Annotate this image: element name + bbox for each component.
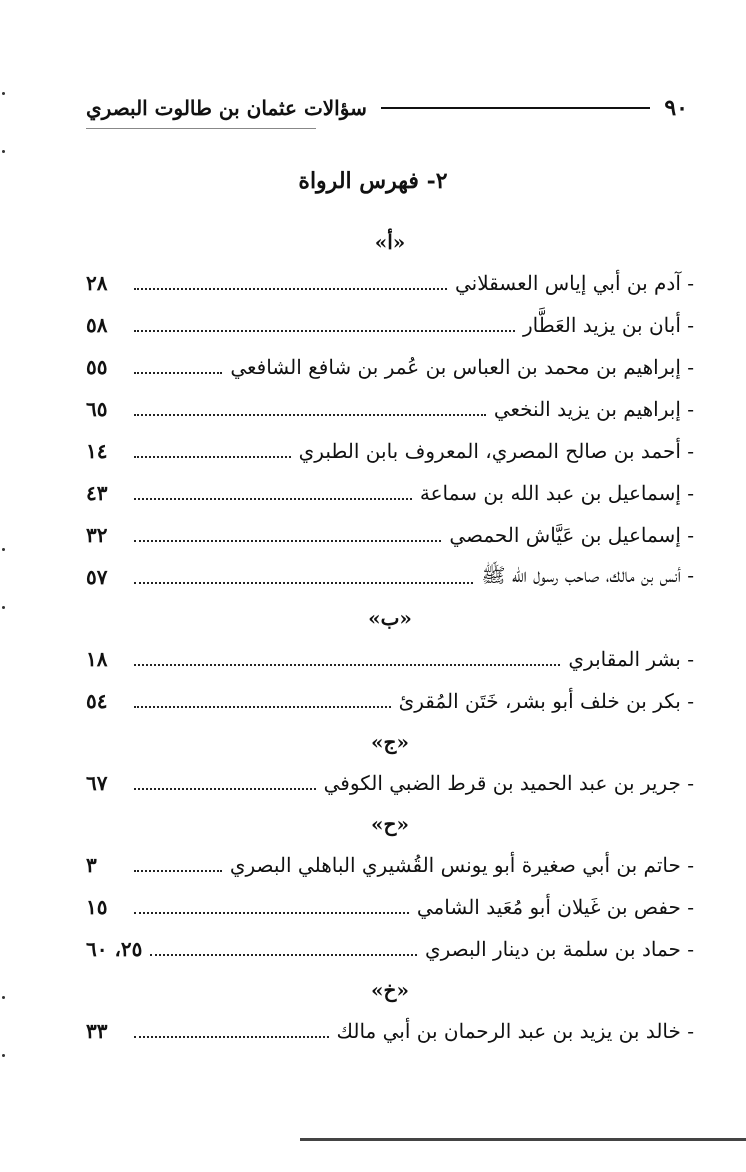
index-entry [86, 346, 694, 388]
entry-name: - بكر بن خلف أبو بشر، خَتَن المُقرئ [398, 689, 694, 713]
group-letter-heading: «ج» [371, 730, 409, 754]
dot-leader [134, 912, 409, 914]
entry-page-numbers: ٥٥ [86, 355, 108, 379]
running-header [86, 90, 688, 126]
margin-mark [2, 150, 5, 153]
entry-page-numbers: ١٥ [86, 895, 108, 919]
entry-name: - إبراهيم بن محمد بن العباس بن عُمر بن شافع الشافعي [230, 355, 694, 379]
dot-leader [134, 456, 291, 458]
header-underline [86, 128, 316, 129]
entry-name: - إسماعيل بن عبد الله بن سماعة [419, 481, 694, 505]
entry-name: - حماد بن سلمة بن دينار البصري [424, 937, 694, 961]
entry-name: - أحمد بن صالح المصري، المعروف بابن الطبري [298, 439, 694, 463]
entry-page-numbers: ١٤ [86, 439, 108, 463]
entry-page-numbers: ٢٥، ٦٠ [86, 937, 143, 961]
dot-leader [134, 288, 447, 290]
entry-page-numbers: ٣ [86, 853, 97, 877]
entry-page-numbers: ٢٨ [86, 271, 108, 295]
index-entry [86, 928, 694, 970]
index-entry [86, 262, 694, 304]
margin-mark [2, 92, 5, 95]
dot-leader [134, 330, 515, 332]
book-title: سؤالات عثمان بن طالوت البصري [86, 96, 367, 120]
dot-leader [134, 498, 412, 500]
index-entry [86, 886, 694, 928]
group-letter-heading: «خ» [371, 978, 409, 1002]
group-letter-heading: «ح» [371, 812, 409, 836]
dot-leader [134, 788, 316, 790]
entry-page-numbers: ٥٤ [86, 689, 108, 713]
entry-name: - جرير بن عبد الحميد بن قرط الضبي الكوفي [323, 771, 694, 795]
margin-mark [2, 996, 5, 999]
page-number: ٩٠ [664, 95, 688, 121]
entry-page-numbers: ٣٢ [86, 523, 108, 547]
entry-name: - حاتم بن أبي صغيرة أبو يونس القُشيري الباهلي البصري [229, 853, 694, 877]
dot-leader [134, 372, 222, 374]
entry-name: - إسماعيل بن عَيَّاش الحمصي [449, 523, 694, 547]
entry-name: - إبراهيم بن يزيد النخعي [493, 397, 694, 421]
entry-name: - أنس بن مالك، صاحب رسول الله ﷺ [481, 562, 694, 587]
dot-leader [134, 870, 222, 872]
dot-leader [134, 664, 560, 666]
index-entry [86, 1010, 694, 1052]
index-entry [86, 680, 694, 722]
dot-leader [134, 582, 473, 584]
group-letter-heading: «أ» [374, 230, 406, 254]
entry-name: - بشر المقابري [568, 647, 694, 671]
margin-mark [2, 548, 5, 551]
index-entry [86, 472, 694, 514]
index-entry [86, 430, 694, 472]
index-entry [86, 514, 694, 556]
entry-page-numbers: ٤٣ [86, 481, 108, 505]
index-entry [86, 844, 694, 886]
header-rule [381, 107, 651, 109]
entry-name: - خالد بن يزيد بن عبد الرحمان بن أبي مالك [336, 1019, 694, 1043]
section-title: ٢- فهرس الرواة [298, 168, 448, 194]
entry-page-numbers: ٦٥ [86, 397, 108, 421]
dot-leader [134, 414, 486, 416]
index-entry [86, 304, 694, 346]
dot-leader [134, 1036, 329, 1038]
margin-mark [2, 1054, 5, 1057]
index-entry [86, 388, 694, 430]
dot-leader [150, 954, 417, 956]
entry-name: - حفص بن غَيلان أبو مُعَيد الشامي [416, 895, 694, 919]
entry-page-numbers: ٦٧ [86, 771, 108, 795]
group-letter-heading: «ب» [368, 606, 412, 630]
entry-page-numbers: ١٨ [86, 647, 108, 671]
index-entry [86, 762, 694, 804]
margin-mark [2, 606, 5, 609]
dot-leader [134, 706, 391, 708]
entry-page-numbers: ٣٣ [86, 1019, 108, 1043]
bottom-rule [300, 1138, 746, 1141]
entry-page-numbers: ٥٧ [86, 565, 108, 589]
entry-page-numbers: ٥٨ [86, 313, 108, 337]
dot-leader [134, 540, 441, 542]
index-entry [86, 638, 694, 680]
entry-name: - آدم بن أبي إياس العسقلاني [454, 271, 694, 295]
narrators-index [86, 222, 694, 1052]
entry-name: - أبان بن يزيد العَطَّار [522, 313, 694, 337]
index-entry [86, 556, 694, 598]
